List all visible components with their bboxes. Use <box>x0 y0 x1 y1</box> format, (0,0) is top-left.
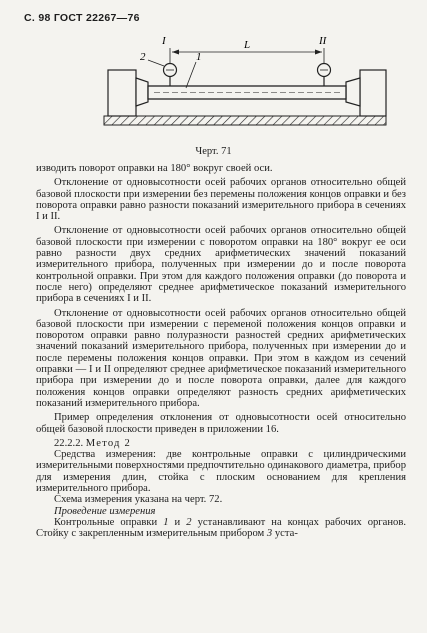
label-section-2: II <box>319 35 327 47</box>
label-length: L <box>244 39 251 51</box>
body-text <box>36 163 406 540</box>
left-head <box>108 70 148 116</box>
paragraph-with-rotation: Отклонение от одновысотности осей рабочих органов относительно общей базовой плоскости при измерении с поворотом оправки на 180° вокруг ее оси равно разности двух средних арифметических значений показаний измерительного прибора, полученных при измерении до и после поворота контрольной оправки. При этом для каждого положения оправки (до поворота и после него) определяют среднее арифметическое показаний измерительного прибора в сечениях I и II. <box>36 225 406 305</box>
procedure-text: Контрольные оправки 1 и 2 устанавливают на концах рабочих органов. Стойку с закрепленным измерительным прибором 3 уста- <box>36 516 406 540</box>
indicator-left <box>164 64 177 87</box>
method-heading <box>36 438 406 449</box>
figure-labels <box>140 35 328 63</box>
procedure-heading: Проведение измерения <box>54 505 156 517</box>
paragraph-end-swap: Отклонение от одновысотности осей рабочих органов относительно общей базовой плоскости при измерении с переменой положения концов оправки и поворотом оправки равно полуразности разностей средних арифметических значений показаний измерительного прибора, полученных при измерении до и после перемены положения концов оправки. При этом в каждом из сечений оправки — I и II определяют среднее арифметическое показаний измерительного прибора при измерении до и после поворота оправки, далее для каждого положения концов оправки определяют разность средних арифметических показаний измерительного прибора. <box>36 307 406 409</box>
figure-caption: Черт. 71 <box>195 146 232 157</box>
base-plate <box>104 116 386 125</box>
page-header: С. 98 ГОСТ 22267—76 <box>24 12 140 24</box>
paragraph-example: Пример определения отклонения от одновысотности осей относительно общей базовой плоскости приведен в приложении 16. <box>36 412 406 435</box>
scheme-reference: Схема измерения указана на черт. 72. <box>54 494 223 506</box>
paragraph-continuation: изводить поворот оправки на 180° вокруг своей оси. <box>36 163 273 174</box>
method-number: 22.2.2. <box>54 437 84 449</box>
measurement-diagram <box>96 30 392 150</box>
label-mark-2: 2 <box>140 51 146 63</box>
test-mandrel <box>148 86 346 99</box>
label-mark-1: 1 <box>196 51 202 63</box>
label-section-1: I <box>162 35 166 47</box>
right-head <box>346 70 386 116</box>
method-title: Метод 2 <box>85 437 131 449</box>
measurement-means: Средства измерения: две контрольные оправки с цилиндрическими измерительными поверхностями предпочтительно одинакового диаметра, прибор для измерения длин, стойка с плоским основанием для крепления измерительного прибора. <box>36 449 406 495</box>
indicator-right <box>318 64 331 87</box>
paragraph-no-rotation: Отклонение от одновысотности осей рабочих органов относительно общей базовой плоскости при измерении без перемены положения концов оправки и без поворота оправки равно разности показаний измерительного прибора в сечениях I и II. <box>36 177 406 223</box>
